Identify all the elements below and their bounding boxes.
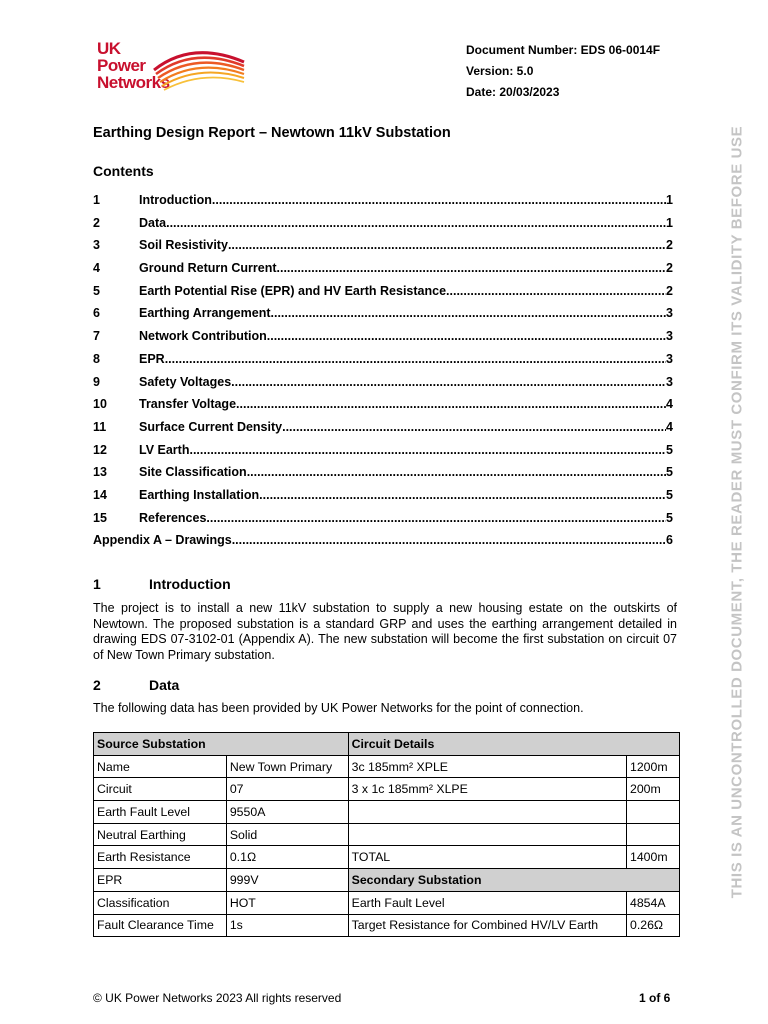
table-cell: 1200m [627,755,680,778]
table-cell: Earth Fault Level [348,891,626,914]
logo-line-uk: UK [97,39,121,58]
table-row [94,891,680,914]
table-cell [627,823,680,846]
toc-leader [166,216,666,230]
table-cell: Circuit [94,778,227,801]
toc-page: 3 [666,374,673,389]
toc-number: 4 [93,261,100,276]
toc-label: Site Classification [139,465,247,480]
document-number: Document Number: EDS 06-0014F [466,43,661,57]
toc-page: 5 [666,510,673,525]
toc-label: Network Contribution [139,329,267,344]
toc-label: References [139,510,207,525]
circuit-details-header: Circuit Details [348,733,679,756]
logo-line-networks: Networks [97,73,170,92]
toc-page: 3 [666,351,673,366]
table-cell [348,801,626,824]
toc-label: Soil Resistivity [139,238,228,253]
toc-leader [277,261,667,275]
footer-copyright: © UK Power Networks 2023 All rights reserved [93,991,342,1005]
table-cell: Target Resistance for Combined HV/LV Earth [348,914,626,937]
toc-page: 1 [666,193,673,207]
toc-number: 15 [93,510,107,525]
table-cell: 1s [226,914,348,937]
table-cell: 1400m [627,846,680,869]
toc-leader [206,511,666,525]
table-cell: Classification [94,891,227,914]
toc-entry-soil-resistivity[interactable] [93,238,673,261]
section-number: 2 [93,677,101,693]
footer-page-number: 1 of 6 [639,991,671,1005]
toc-entry-references[interactable] [93,511,673,534]
section-heading-data [93,677,179,693]
toc-entry-earthing-arrangement[interactable] [93,306,673,329]
toc-page: 1 [666,215,673,230]
table-cell [627,801,680,824]
toc-page: 4 [666,419,673,434]
toc-label: Surface Current Density [139,419,283,434]
toc-number: 10 [93,397,107,412]
toc-entry-safety-voltages[interactable] [93,375,673,398]
toc-number: 11 [93,419,107,434]
table-cell: 9550A [226,801,348,824]
toc-leader [231,375,666,389]
toc-entry-appendix-a[interactable] [93,533,673,556]
toc-leader [267,329,666,343]
toc-number: 5 [93,283,100,298]
toc-page: 5 [666,442,673,457]
uncontrolled-document-watermark: THIS IS AN UNCONTROLLED DOCUMENT, THE READER MUST CONFIRM ITS VALIDITY BEFORE USE [728,125,746,899]
toc-entry-lv-earth[interactable] [93,443,673,466]
table-cell: 07 [226,778,348,801]
toc-page: 4 [666,397,673,412]
section-title: Introduction [149,576,231,592]
table-cell: HOT [226,891,348,914]
toc-page: 5 [666,487,673,502]
toc-number: 8 [93,351,100,366]
toc-label: Safety Voltages [139,374,232,389]
toc-label: Ground Return Current [139,261,277,276]
toc-leader [236,397,666,411]
toc-page: 2 [666,283,673,298]
table-cell: Name [94,755,227,778]
toc-number: 2 [93,215,100,230]
toc-entry-earthing-installation[interactable] [93,488,673,511]
toc-leader [247,465,666,479]
toc-leader [446,284,666,298]
table-cell: TOTAL [348,846,626,869]
toc-label: EPR [139,351,165,366]
page-title: Earthing Design Report – Newtown 11kV Substation [93,125,451,141]
toc-leader [259,488,666,502]
table-cell: 4854A [627,891,680,914]
toc-entry-epr[interactable] [93,352,673,375]
toc-page: 2 [666,261,673,276]
toc-label: Appendix A – Drawings [93,533,232,548]
toc-leader [212,193,666,207]
document-date: Date: 20/03/2023 [466,85,560,99]
toc-leader [232,533,666,547]
toc-entry-surface-current-density[interactable] [93,420,673,443]
toc-leader [282,420,666,434]
logo-swoosh-icon [152,40,247,92]
table-cell: Neutral Earthing [94,823,227,846]
table-row [94,823,680,846]
table-row [94,846,680,869]
toc-leader [189,443,666,457]
toc-number: 13 [93,465,107,480]
contents-heading: Contents [93,163,154,179]
table-row [94,914,680,937]
toc-label: Data [139,215,167,230]
table-cell: EPR [94,869,227,892]
toc-leader [165,352,666,366]
toc-leader [271,306,667,320]
toc-entry-data[interactable] [93,216,673,239]
toc-entry-transfer-voltage[interactable] [93,397,673,420]
toc-label: Earthing Arrangement [139,306,271,321]
table-cell: Earth Fault Level [94,801,227,824]
toc-page: 6 [666,533,673,548]
table-row [94,801,680,824]
toc-label: Transfer Voltage [139,397,237,412]
toc-number: 9 [93,374,100,389]
table-cell: Fault Clearance Time [94,914,227,937]
table-cell: New Town Primary [226,755,348,778]
toc-number: 6 [93,306,100,321]
table-of-contents [93,193,673,556]
document-version: Version: 5.0 [466,64,534,78]
section-title: Data [149,677,180,693]
table-cell: 0.1Ω [226,846,348,869]
section-number: 1 [93,576,101,592]
toc-entry-epr-hv-earth[interactable] [93,284,673,307]
table-row [94,778,680,801]
table-cell: 999V [226,869,348,892]
logo-line-power: Power [97,56,146,75]
table-row [94,869,680,892]
toc-number: 1 [93,193,100,207]
table-cell: 3 x 1c 185mm² XLPE [348,778,626,801]
table-cell: Earth Resistance [94,846,227,869]
toc-label: Introduction [139,193,212,207]
uk-power-networks-logo [97,38,247,98]
toc-number: 12 [93,442,107,457]
secondary-substation-header: Secondary Substation [348,869,679,892]
table-cell: 0.26Ω [627,914,680,937]
toc-number: 14 [93,487,107,502]
toc-label: Earth Potential Rise (EPR) and HV Earth Resistance [139,283,447,298]
table-cell: Solid [226,823,348,846]
toc-page: 2 [666,238,673,253]
toc-entry-site-classification[interactable] [93,465,673,488]
toc-label: LV Earth [139,442,190,457]
section-heading-introduction [93,576,231,592]
toc-leader [228,238,666,252]
toc-entry-introduction[interactable] [93,193,673,216]
table-cell: 200m [627,778,680,801]
toc-label: Earthing Installation [139,487,260,502]
table-cell: 3c 185mm² XPLE [348,755,626,778]
introduction-paragraph: The project is to install a new 11kV substation to supply a new housing estate on the outskirts of Newtown. The proposed substation is a standard GRP and uses the earthing arrangement detailed in drawing EDS 07-3102-01 (Appendix A). The new substation will become the first substation on circuit 07 of New Town Primary substation. [93,601,677,662]
toc-page: 5 [666,465,673,480]
table-header-row [94,733,680,756]
toc-entry-network-contribution[interactable] [93,329,673,352]
connection-data-table [93,732,680,937]
table-cell [348,823,626,846]
source-substation-header: Source Substation [94,733,349,756]
toc-page: 3 [666,329,673,344]
document-meta [466,42,660,105]
toc-number: 3 [93,238,100,253]
toc-page: 3 [666,306,673,321]
table-row [94,755,680,778]
toc-entry-ground-return-current[interactable] [93,261,673,284]
toc-number: 7 [93,329,100,344]
data-paragraph: The following data has been provided by UK Power Networks for the point of connection. [93,701,584,715]
